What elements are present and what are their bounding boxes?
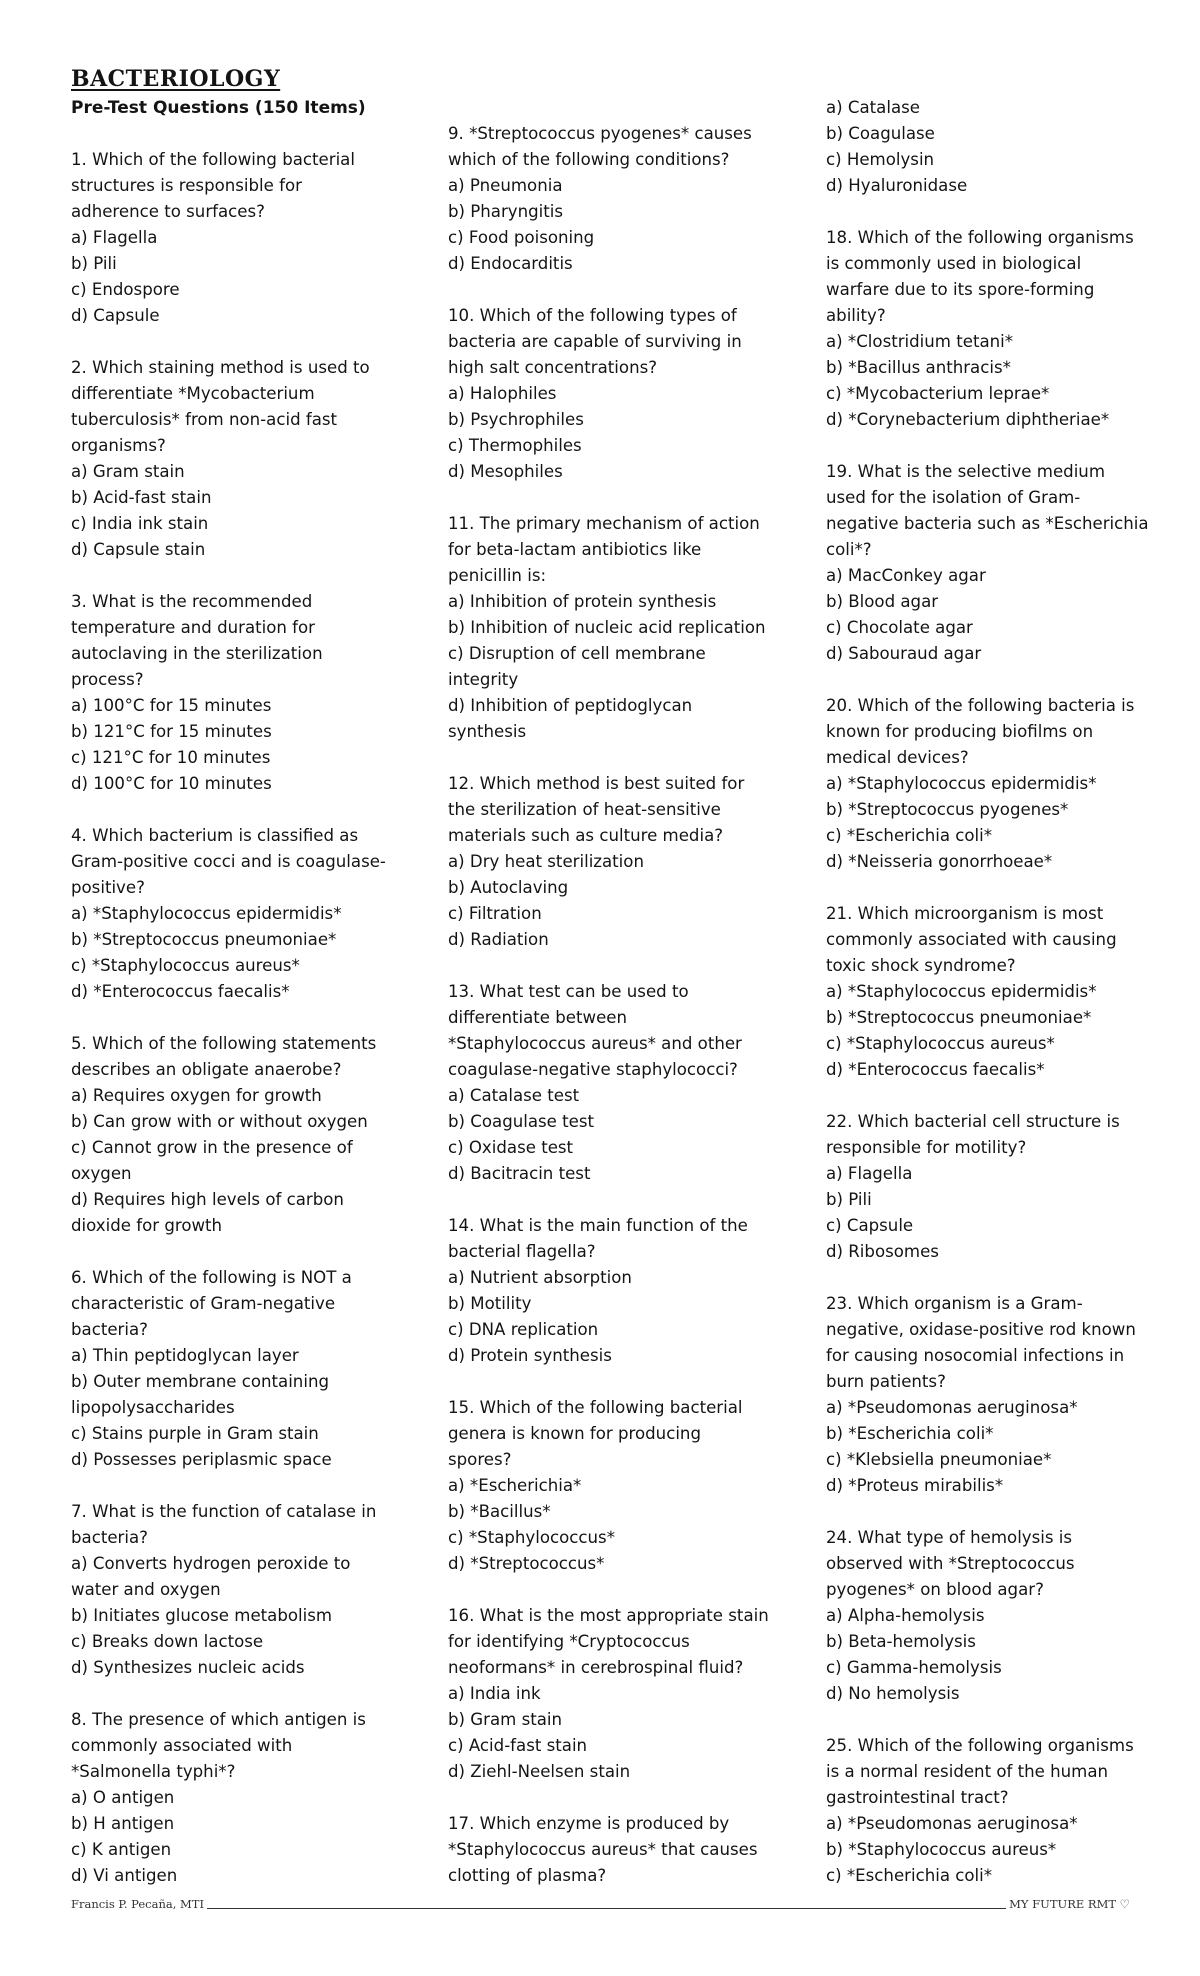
answer-option: a) Catalase test: [448, 1086, 580, 1105]
question-text-line: lipopolysaccharides: [71, 1398, 235, 1417]
answer-option: d) *Enterococcus faecalis*: [71, 982, 290, 1001]
question-block: [71, 147, 391, 329]
answer-option: c) Filtration: [448, 904, 542, 923]
answer-option: b) Initiates glucose metabolism: [71, 1606, 333, 1625]
answer-option: a) Converts hydrogen peroxide to: [71, 1554, 351, 1573]
question-text-line: coli*?: [826, 540, 872, 559]
question-block: [71, 589, 391, 797]
footer-author: Francis P. Pecaña, MTI: [68, 1897, 207, 1911]
question-spacer: [826, 1707, 1146, 1733]
answer-option: c) Cannot grow in the presence of: [71, 1138, 353, 1157]
question-block: [448, 1603, 768, 1785]
answer-option: c) *Escherichia coli*: [826, 1866, 993, 1885]
question-block: [448, 511, 768, 745]
question-text-line: 16. What is the most appropriate stain: [448, 1606, 769, 1625]
answer-option: b) Coagulase: [826, 124, 935, 143]
question-text-line: high salt concentrations?: [448, 358, 658, 377]
answer-option: a) O antigen: [71, 1788, 175, 1807]
answer-option: a) *Pseudomonas aeruginosa*: [826, 1398, 1078, 1417]
question-block: [826, 459, 1149, 667]
answer-option: a) Gram stain: [71, 462, 185, 481]
answer-option: b) *Bacillus anthracis*: [826, 358, 1011, 377]
question-block: [71, 1031, 391, 1239]
question-text-line: 24. What type of hemolysis is: [826, 1528, 1073, 1547]
question-text-line: integrity: [448, 670, 519, 689]
question-spacer: [71, 797, 391, 823]
answer-option: a) Flagella: [826, 1164, 913, 1183]
answer-option: b) Psychrophiles: [448, 410, 584, 429]
question-text-line: oxygen: [71, 1164, 132, 1183]
question-text-line: 15. Which of the following bacterial: [448, 1398, 743, 1417]
answer-option: a) *Pseudomonas aeruginosa*: [826, 1814, 1078, 1833]
answer-option: a) Catalase: [826, 98, 920, 117]
answer-option: b) Coagulase test: [448, 1112, 595, 1131]
answer-option: c) Capsule: [826, 1216, 914, 1235]
question-text-line: 17. Which enzyme is produced by: [448, 1814, 730, 1833]
question-text-line: for identifying *Cryptococcus: [448, 1632, 690, 1651]
answer-option: c) Oxidase test: [448, 1138, 574, 1157]
question-text-line: 25. Which of the following organisms: [826, 1736, 1134, 1755]
answer-option: b) Beta-hemolysis: [826, 1632, 976, 1651]
answer-option: d) Vi antigen: [71, 1866, 178, 1885]
answer-option: b) Outer membrane containing: [71, 1372, 329, 1391]
question-text-line: commonly associated with causing: [826, 930, 1117, 949]
answer-option: d) Ribosomes: [826, 1242, 939, 1261]
answer-option: d) Synthesizes nucleic acids: [71, 1658, 305, 1677]
answer-option: d) *Streptococcus*: [448, 1554, 605, 1573]
answer-option: b) Inhibition of nucleic acid replication: [448, 618, 766, 637]
question-block: [826, 225, 1146, 433]
answer-option: d) Mesophiles: [448, 462, 563, 481]
answer-option: c) Breaks down lactose: [71, 1632, 264, 1651]
answer-option: c) Gamma-hemolysis: [826, 1658, 1002, 1677]
question-text-line: for causing nosocomial infections in: [826, 1346, 1125, 1365]
answer-option: b) *Streptococcus pneumoniae*: [71, 930, 337, 949]
question-spacer: [71, 1239, 391, 1265]
question-text-line: 6. Which of the following is NOT a: [71, 1268, 352, 1287]
answer-option: b) Pili: [826, 1190, 872, 1209]
answer-option: a) Thin peptidoglycan layer: [71, 1346, 299, 1365]
question-text-line: organisms?: [71, 436, 166, 455]
answer-option: d) Capsule: [71, 306, 160, 325]
question-text-line: negative bacteria such as *Escherichia: [826, 514, 1149, 533]
answer-option: a) Alpha-hemolysis: [826, 1606, 985, 1625]
answer-option: c) Food poisoning: [448, 228, 595, 247]
answer-option: b) Motility: [448, 1294, 532, 1313]
question-text-line: gastrointestinal tract?: [826, 1788, 1009, 1807]
answer-option: c) Disruption of cell membrane: [448, 644, 706, 663]
answer-option: d) *Neisseria gonorrhoeae*: [826, 852, 1053, 871]
question-text-line: 7. What is the function of catalase in: [71, 1502, 377, 1521]
question-block: [448, 1213, 768, 1369]
answer-option: d) Radiation: [448, 930, 549, 949]
answer-option: a) *Escherichia*: [448, 1476, 582, 1495]
answer-option: c) India ink stain: [71, 514, 209, 533]
answer-option: c) Endospore: [71, 280, 180, 299]
answer-option: d) Capsule stain: [71, 540, 206, 559]
question-text-line: 8. The presence of which antigen is: [71, 1710, 366, 1729]
answer-option: c) Acid-fast stain: [448, 1736, 588, 1755]
question-text-line: genera is known for producing: [448, 1424, 701, 1443]
question-block: [71, 1265, 391, 1473]
question-spacer: [71, 563, 391, 589]
question-text-line: 10. Which of the following types of: [448, 306, 737, 325]
question-text-line: 3. What is the recommended: [71, 592, 313, 611]
question-text-line: tuberculosis* from non-acid fast: [71, 410, 338, 429]
question-text-line: bacterial flagella?: [448, 1242, 596, 1261]
question-block: [826, 1525, 1146, 1707]
question-block: [71, 1707, 391, 1889]
question-spacer: [826, 1083, 1146, 1109]
answer-option: a) *Staphylococcus epidermidis*: [826, 774, 1097, 793]
question-block: [826, 1109, 1146, 1265]
question-block: [71, 823, 391, 1005]
answer-option: a) Inhibition of protein synthesis: [448, 592, 717, 611]
question-text-line: toxic shock syndrome?: [826, 956, 1016, 975]
answer-option: b) Acid-fast stain: [71, 488, 212, 507]
answer-option: d) Protein synthesis: [448, 1346, 612, 1365]
answer-option: a) Halophiles: [448, 384, 557, 403]
question-block: [448, 771, 768, 953]
answer-option: d) Bacitracin test: [448, 1164, 591, 1183]
question-spacer: [71, 1681, 391, 1707]
answer-option: d) Hyaluronidase: [826, 176, 968, 195]
answer-option: d) 100°C for 10 minutes: [71, 774, 272, 793]
question-text-line: materials such as culture media?: [448, 826, 724, 845]
question-text-line: *Staphylococcus aureus* that causes: [448, 1840, 758, 1859]
question-text-line: dioxide for growth: [71, 1216, 223, 1235]
answer-option: d) No hemolysis: [826, 1684, 960, 1703]
answer-option: a) MacConkey agar: [826, 566, 986, 585]
question-block: [826, 901, 1146, 1083]
question-text-line: 9. *Streptococcus pyogenes* causes: [448, 124, 752, 143]
question-text-line: the sterilization of heat-sensitive: [448, 800, 721, 819]
footer-divider: [71, 1908, 1130, 1909]
answer-option: d) *Enterococcus faecalis*: [826, 1060, 1045, 1079]
question-text-line: bacteria?: [71, 1320, 148, 1339]
answer-option: b) Pili: [71, 254, 117, 273]
answer-option: b) Can grow with or without oxygen: [71, 1112, 368, 1131]
answer-option: a) *Staphylococcus epidermidis*: [826, 982, 1097, 1001]
question-text-line: 5. Which of the following statements: [71, 1034, 377, 1053]
question-text-line: is commonly used in biological: [826, 254, 1082, 273]
answer-option: c) Stains purple in Gram stain: [71, 1424, 319, 1443]
question-text-line: *Salmonella typhi*?: [71, 1762, 236, 1781]
question-column-2: [448, 121, 768, 1889]
question-text-line: differentiate between: [448, 1008, 627, 1027]
question-spacer: [448, 485, 768, 511]
question-spacer: [448, 745, 768, 771]
answer-option: c) 121°C for 10 minutes: [71, 748, 271, 767]
question-text-line: 14. What is the main function of the: [448, 1216, 748, 1235]
answer-option: d) Ziehl-Neelsen stain: [448, 1762, 631, 1781]
answer-option: d) *Corynebacterium diphtheriae*: [826, 410, 1110, 429]
answer-option: b) Autoclaving: [448, 878, 569, 897]
question-block: [448, 1811, 768, 1889]
question-block: [826, 693, 1146, 875]
question-spacer: [71, 329, 391, 355]
question-text-line: 21. Which microorganism is most: [826, 904, 1104, 923]
question-text-line: responsible for motility?: [826, 1138, 1027, 1157]
question-spacer: [448, 1577, 768, 1603]
question-spacer: [448, 277, 768, 303]
question-block: [448, 1395, 768, 1577]
question-text-line: characteristic of Gram-negative: [71, 1294, 336, 1313]
question-text-line: positive?: [71, 878, 145, 897]
question-text-line: neoformans* in cerebrospinal fluid?: [448, 1658, 744, 1677]
question-text-line: medical devices?: [826, 748, 969, 767]
question-text-line: water and oxygen: [71, 1580, 221, 1599]
question-text-line: 11. The primary mechanism of action: [448, 514, 760, 533]
question-spacer: [71, 1005, 391, 1031]
question-text-line: autoclaving in the sterilization: [71, 644, 323, 663]
answer-option: b) 121°C for 15 minutes: [71, 722, 272, 741]
answer-option: c) Chocolate agar: [826, 618, 973, 637]
question-text-line: ability?: [826, 306, 886, 325]
question-block: [826, 1291, 1146, 1499]
answer-option: a) Dry heat sterilization: [448, 852, 644, 871]
question-column-1: [71, 147, 391, 1889]
question-text-line: pyogenes* on blood agar?: [826, 1580, 1044, 1599]
answer-option: b) *Streptococcus pneumoniae*: [826, 1008, 1092, 1027]
answer-option: d) Requires high levels of carbon: [71, 1190, 344, 1209]
document-subtitle: Pre-Test Questions (150 Items): [71, 98, 366, 118]
question-text-line: 18. Which of the following organisms: [826, 228, 1134, 247]
question-block: [71, 355, 391, 563]
answer-option: a) Nutrient absorption: [448, 1268, 632, 1287]
question-text-line: burn patients?: [826, 1372, 946, 1391]
question-spacer: [826, 199, 1146, 225]
answer-option: b) Gram stain: [448, 1710, 563, 1729]
answer-option: c) DNA replication: [448, 1320, 599, 1339]
answer-option: d) Possesses periplasmic space: [71, 1450, 332, 1469]
question-spacer: [448, 1785, 768, 1811]
question-text-line: differentiate *Mycobacterium: [71, 384, 315, 403]
question-text-line: penicillin is:: [448, 566, 547, 585]
question-block: [826, 95, 1146, 199]
answer-option: b) *Streptococcus pyogenes*: [826, 800, 1069, 819]
question-text-line: known for producing biofilms on: [826, 722, 1094, 741]
question-block: [448, 121, 768, 277]
answer-option: a) India ink: [448, 1684, 541, 1703]
answer-option: c) *Staphylococcus aureus*: [826, 1034, 1055, 1053]
question-column-3: [826, 95, 1149, 1889]
question-text-line: 20. Which of the following bacteria is: [826, 696, 1135, 715]
question-text-line: temperature and duration for: [71, 618, 315, 637]
answer-option: d) Sabouraud agar: [826, 644, 982, 663]
question-text-line: used for the isolation of Gram-: [826, 488, 1081, 507]
answer-option: b) *Escherichia coli*: [826, 1424, 994, 1443]
answer-option: b) *Bacillus*: [448, 1502, 551, 1521]
question-text-line: commonly associated with: [71, 1736, 293, 1755]
question-block: [448, 303, 768, 485]
question-spacer: [826, 875, 1146, 901]
answer-option: d) *Proteus mirabilis*: [826, 1476, 1004, 1495]
question-text-line: spores?: [448, 1450, 512, 1469]
question-spacer: [826, 1265, 1146, 1291]
question-text-line: adherence to surfaces?: [71, 202, 265, 221]
question-text-line: which of the following conditions?: [448, 150, 730, 169]
question-spacer: [448, 1369, 768, 1395]
question-block: [826, 1733, 1146, 1889]
question-text-line: warfare due to its spore-forming: [826, 280, 1095, 299]
answer-option: c) *Escherichia coli*: [826, 826, 993, 845]
answer-option: c) *Mycobacterium leprae*: [826, 384, 1050, 403]
question-spacer: [71, 1473, 391, 1499]
answer-option: c) K antigen: [71, 1840, 172, 1859]
answer-option: c) *Staphylococcus*: [448, 1528, 615, 1547]
question-spacer: [448, 1187, 768, 1213]
question-text-line: coagulase-negative staphylococci?: [448, 1060, 738, 1079]
answer-option: a) Flagella: [71, 228, 158, 247]
answer-option: c) Thermophiles: [448, 436, 582, 455]
question-text-line: is a normal resident of the human: [826, 1762, 1109, 1781]
question-block: [71, 1499, 391, 1681]
question-text-line: 22. Which bacterial cell structure is: [826, 1112, 1120, 1131]
question-text-line: negative, oxidase-positive rod known: [826, 1320, 1136, 1339]
footer-brand: MY FUTURE RMT ♡: [1006, 1897, 1133, 1911]
answer-option: b) *Staphylococcus aureus*: [826, 1840, 1057, 1859]
question-text-line: *Staphylococcus aureus* and other: [448, 1034, 742, 1053]
question-text-line: 19. What is the selective medium: [826, 462, 1105, 481]
question-text-line: clotting of plasma?: [448, 1866, 607, 1885]
question-spacer: [826, 1499, 1146, 1525]
question-text-line: 2. Which staining method is used to: [71, 358, 370, 377]
answer-option: b) H antigen: [71, 1814, 175, 1833]
question-text-line: describes an obligate anaerobe?: [71, 1060, 342, 1079]
answer-option: c) Hemolysin: [826, 150, 935, 169]
answer-option: a) *Clostridium tetani*: [826, 332, 1014, 351]
question-text-line: observed with *Streptococcus: [826, 1554, 1075, 1573]
question-text-line: 4. Which bacterium is classified as: [71, 826, 359, 845]
question-text-line: 1. Which of the following bacterial: [71, 150, 355, 169]
question-text-line: bacteria are capable of surviving in: [448, 332, 742, 351]
question-text-line: 12. Which method is best suited for: [448, 774, 745, 793]
question-text-line: for beta-lactam antibiotics like: [448, 540, 702, 559]
answer-option: d) Endocarditis: [448, 254, 573, 273]
question-text-line: Gram-positive cocci and is coagulase-: [71, 852, 386, 871]
question-text-line: process?: [71, 670, 144, 689]
question-spacer: [826, 667, 1146, 693]
answer-option: c) *Staphylococcus aureus*: [71, 956, 300, 975]
answer-option: a) *Staphylococcus epidermidis*: [71, 904, 342, 923]
question-text-line: bacteria?: [71, 1528, 148, 1547]
answer-option: b) Pharyngitis: [448, 202, 564, 221]
answer-option: c) *Klebsiella pneumoniae*: [826, 1450, 1052, 1469]
answer-option: a) 100°C for 15 minutes: [71, 696, 272, 715]
question-spacer: [448, 953, 768, 979]
answer-option: a) Pneumonia: [448, 176, 563, 195]
document-title: BACTERIOLOGY: [71, 66, 281, 92]
question-text-line: structures is responsible for: [71, 176, 302, 195]
question-spacer: [826, 433, 1146, 459]
answer-option: a) Requires oxygen for growth: [71, 1086, 322, 1105]
question-text-line: synthesis: [448, 722, 527, 741]
question-text-line: 23. Which organism is a Gram-: [826, 1294, 1083, 1313]
question-block: [448, 979, 768, 1187]
answer-option: b) Blood agar: [826, 592, 939, 611]
question-text-line: 13. What test can be used to: [448, 982, 689, 1001]
answer-option: d) Inhibition of peptidoglycan: [448, 696, 693, 715]
